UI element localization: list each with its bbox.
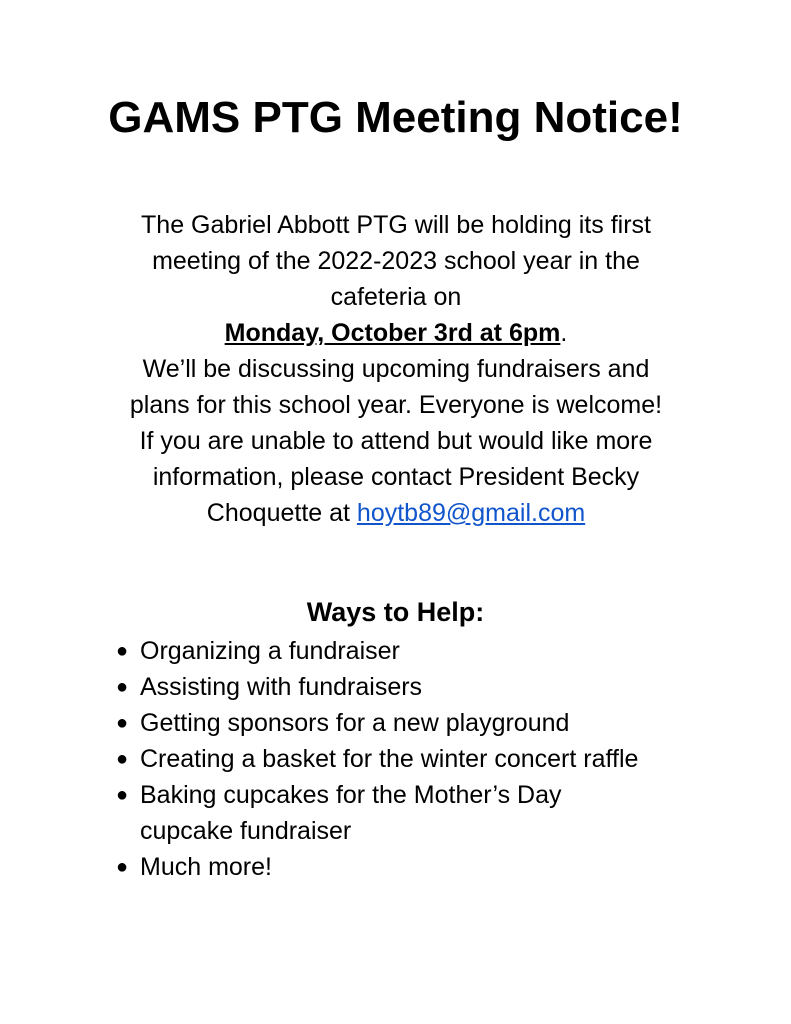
- list-item-text: Much more!: [140, 853, 272, 881]
- intro-line-5: We’ll be discussing upcoming fundraisers and: [142, 355, 650, 383]
- ways-to-help-heading: Ways to Help:: [306, 597, 485, 627]
- bullet-icon: ●: [116, 676, 129, 698]
- list-item-text: Baking cupcakes for the Mother’s Day: [140, 781, 562, 809]
- bullet-icon: ●: [116, 640, 129, 662]
- meeting-date-suffix: .: [560, 319, 568, 347]
- list-item-text-continued: cupcake fundraiser: [140, 817, 352, 845]
- list-item-text: Creating a basket for the winter concert raffle: [140, 745, 639, 773]
- intro-line-6: plans for this school year. Everyone is welcome!: [129, 391, 663, 419]
- list-item: [116, 705, 716, 741]
- list-item: [116, 669, 716, 705]
- list-item: [116, 633, 716, 669]
- bullet-icon: ●: [116, 784, 129, 806]
- notice-body: [96, 207, 696, 531]
- ways-to-help-list: [116, 633, 716, 885]
- intro-line-1: The Gabriel Abbott PTG will be holding its first: [141, 211, 651, 239]
- intro-line-2: meeting of the 2022-2023 school year in the: [152, 247, 640, 275]
- list-item: [116, 741, 716, 777]
- list-item-text: Organizing a fundraiser: [140, 637, 400, 665]
- meeting-date-line: [96, 315, 696, 351]
- bullet-icon: ●: [116, 748, 129, 770]
- list-item: [116, 777, 716, 849]
- bullet-icon: ●: [116, 712, 129, 734]
- contact-prefix: Choquette at: [206, 499, 357, 527]
- list-item-text: Getting sponsors for a new playground: [140, 709, 570, 737]
- intro-line-7: If you are unable to attend but would like more: [139, 427, 653, 455]
- meeting-date: Monday, October 3rd at 6pm: [224, 319, 561, 347]
- intro-line-3: cafeteria on: [330, 283, 462, 311]
- bullet-icon: ●: [116, 856, 129, 878]
- list-item: [116, 849, 716, 885]
- list-item-text: Assisting with fundraisers: [140, 673, 423, 701]
- contact-email-link[interactable]: hoytb89@gmail.com: [356, 499, 586, 527]
- contact-line: [96, 495, 696, 531]
- notice-title: GAMS PTG Meeting Notice!: [108, 93, 683, 142]
- intro-line-8: information, please contact President Becky: [152, 463, 640, 491]
